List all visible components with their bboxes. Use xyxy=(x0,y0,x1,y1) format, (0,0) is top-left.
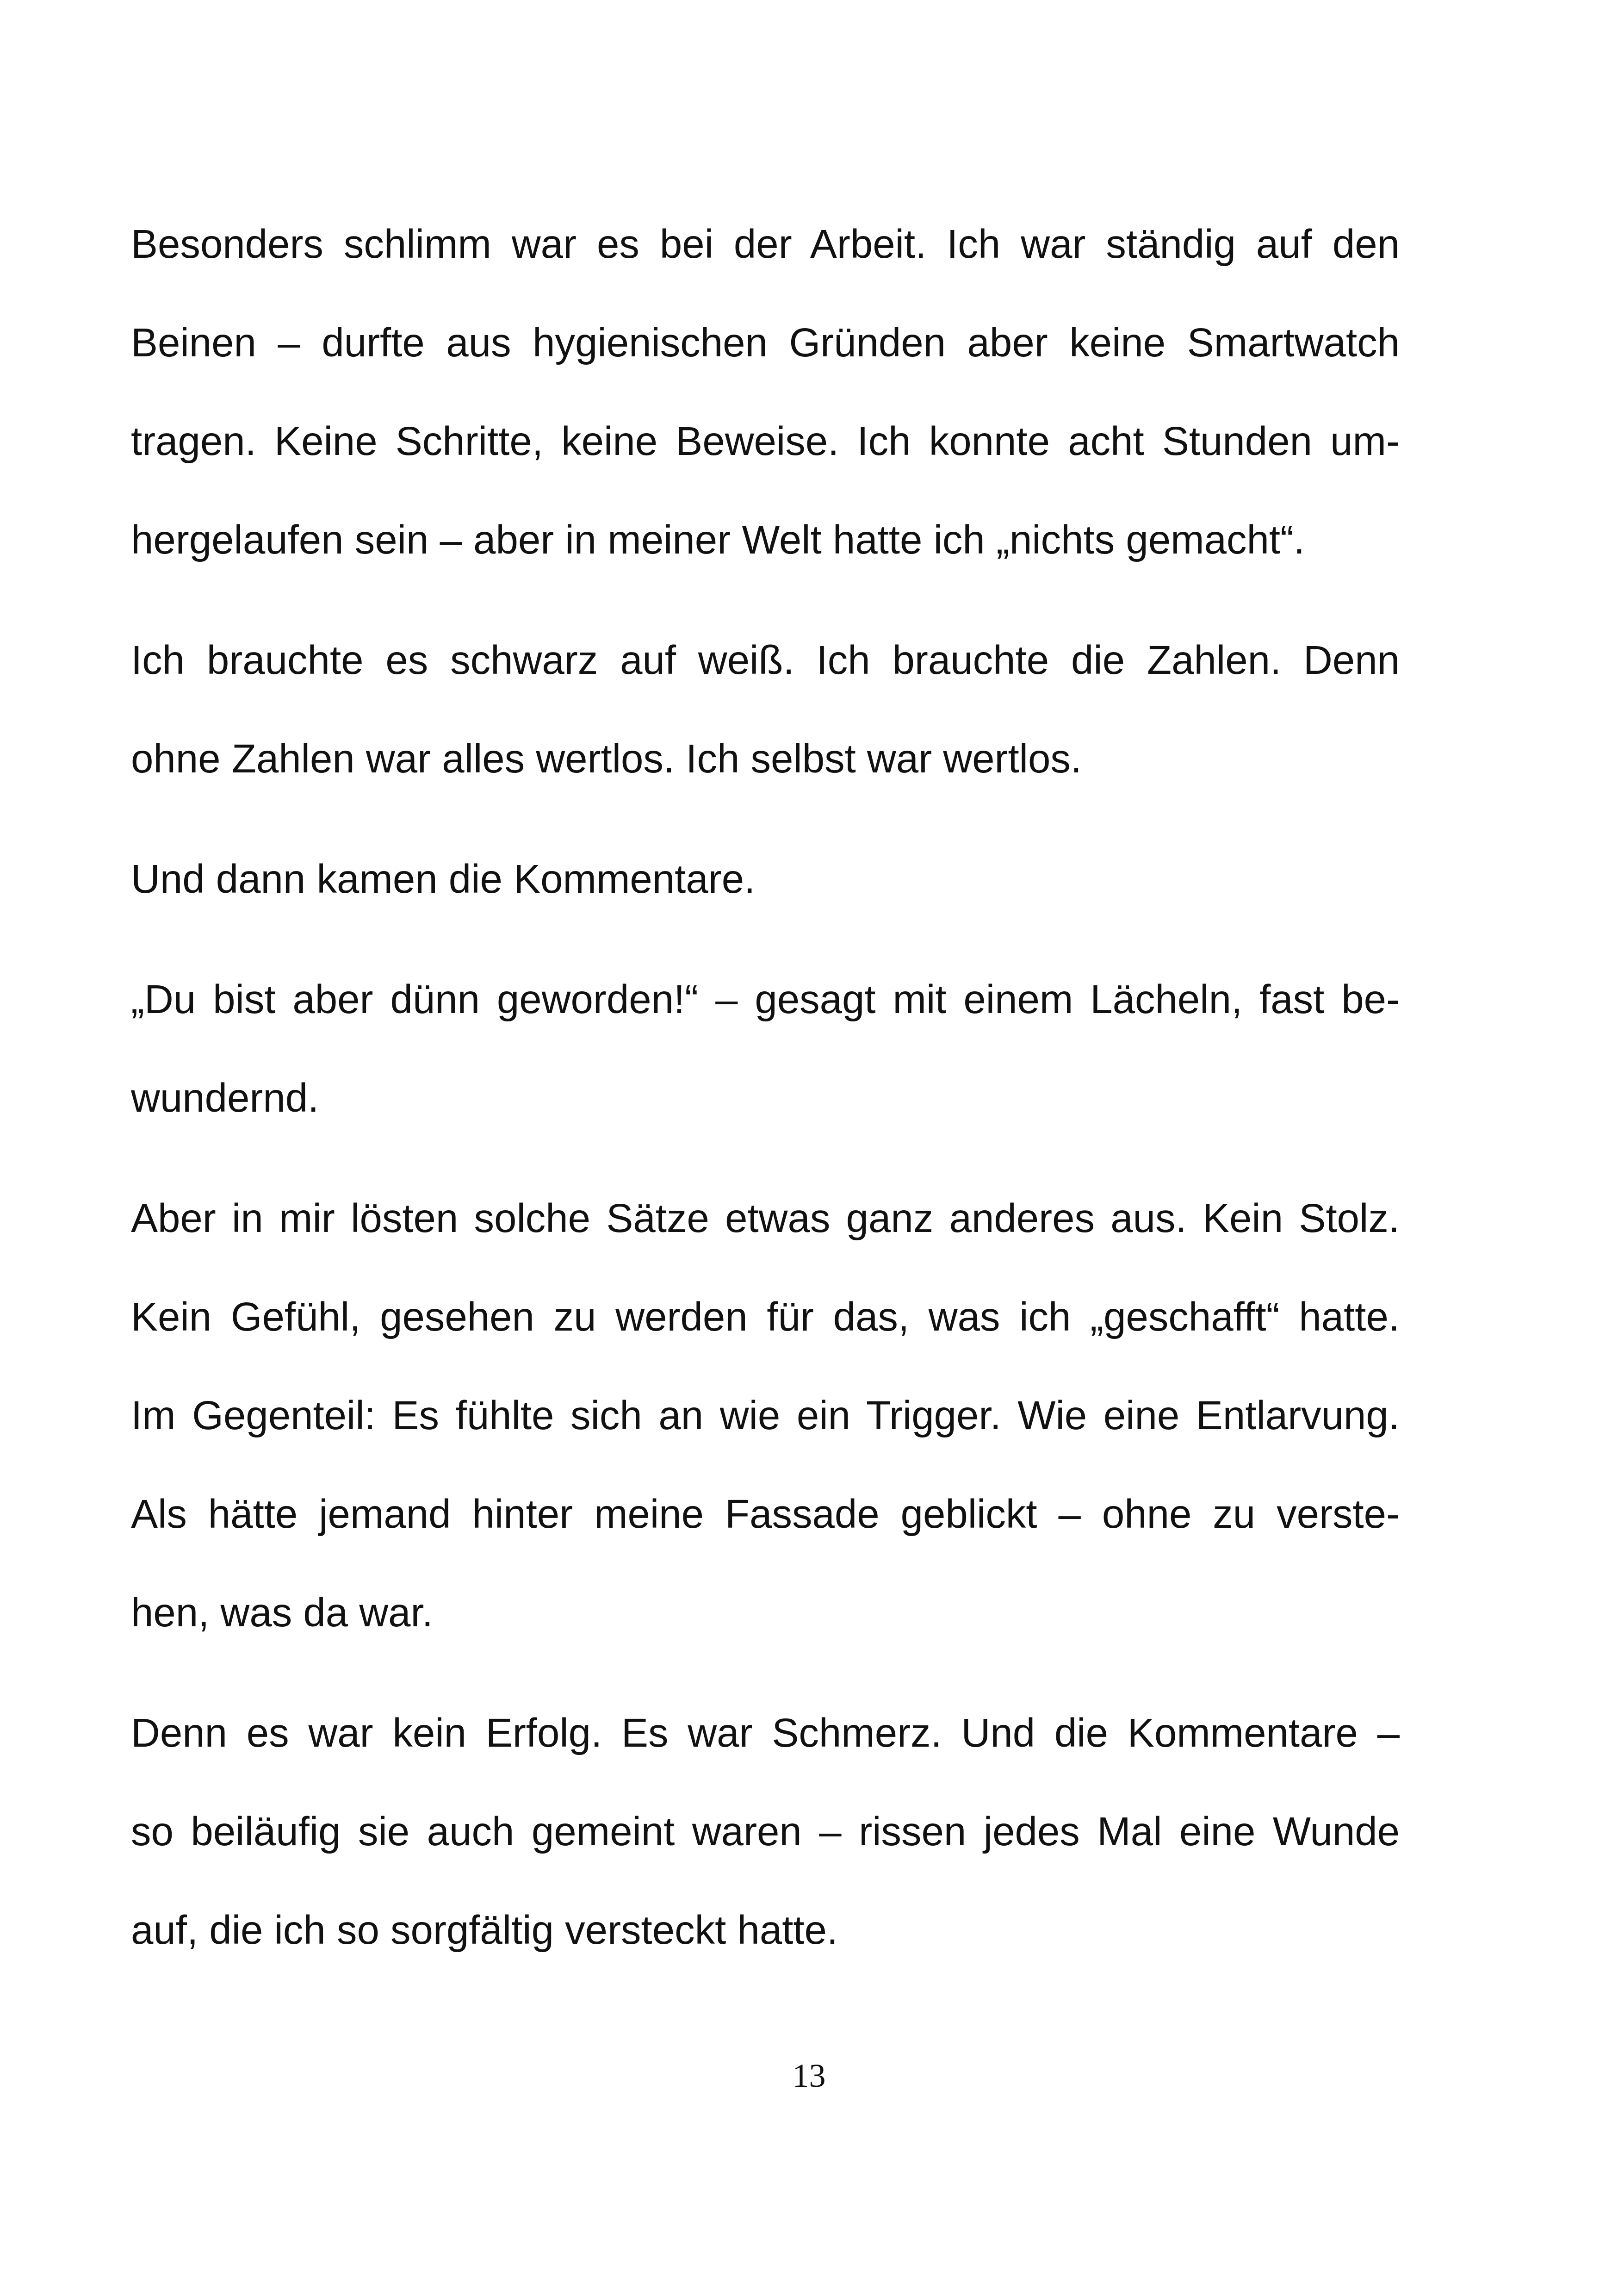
text-line: Im Gegenteil: Es fühlte sich an wie ein Trigger. Wie eine Entlarvung. xyxy=(131,1393,1400,1438)
text-line: Kein Gefühl, gesehen zu werden für das, was ich „geschafft“ hatte. xyxy=(131,1294,1400,1339)
text-line: Als hätte jemand hinter meine Fassade geblickt – ohne zu verste- xyxy=(131,1492,1400,1537)
text-line: hen, was da war. xyxy=(131,1590,433,1635)
page-number: 13 xyxy=(792,2057,826,2094)
text-line: Und dann kamen die Kommentare. xyxy=(131,857,756,902)
text-line: so beiläufig sie auch gemeint waren – rissen jedes Mal eine Wunde xyxy=(131,1809,1400,1854)
text-line: „Du bist aber dünn geworden!“ – gesagt mit einem Lächeln, fast be- xyxy=(131,977,1400,1022)
text-line: Ich brauchte es schwarz auf weiß. Ich brauchte die Zahlen. Denn xyxy=(131,638,1400,683)
text-line: Besonders schlimm war es bei der Arbeit. Ich war ständig auf den xyxy=(131,222,1400,267)
text-line: Denn es war kein Erfolg. Es war Schmerz. Und die Kommentare – xyxy=(131,1711,1400,1755)
text-line: hergelaufen sein – aber in meiner Welt hatte ich „nichts gemacht“. xyxy=(131,517,1305,562)
body-text xyxy=(131,211,1400,1995)
text-line: tragen. Keine Schritte, keine Beweise. Ich konnte acht Stunden um- xyxy=(131,419,1400,464)
text-line: auf, die ich so sorgfältig versteckt hatte. xyxy=(131,1908,838,1953)
text-line: ohne Zahlen war alles wertlos. Ich selbst war wertlos. xyxy=(131,736,1082,781)
text-line: wundernd. xyxy=(131,1076,319,1120)
text-line: Aber in mir lösten solche Sätze etwas ganz anderes aus. Kein Stolz. xyxy=(131,1196,1400,1241)
text-line: Beinen – durfte aus hygienischen Gründen aber keine Smartwatch xyxy=(131,320,1400,365)
